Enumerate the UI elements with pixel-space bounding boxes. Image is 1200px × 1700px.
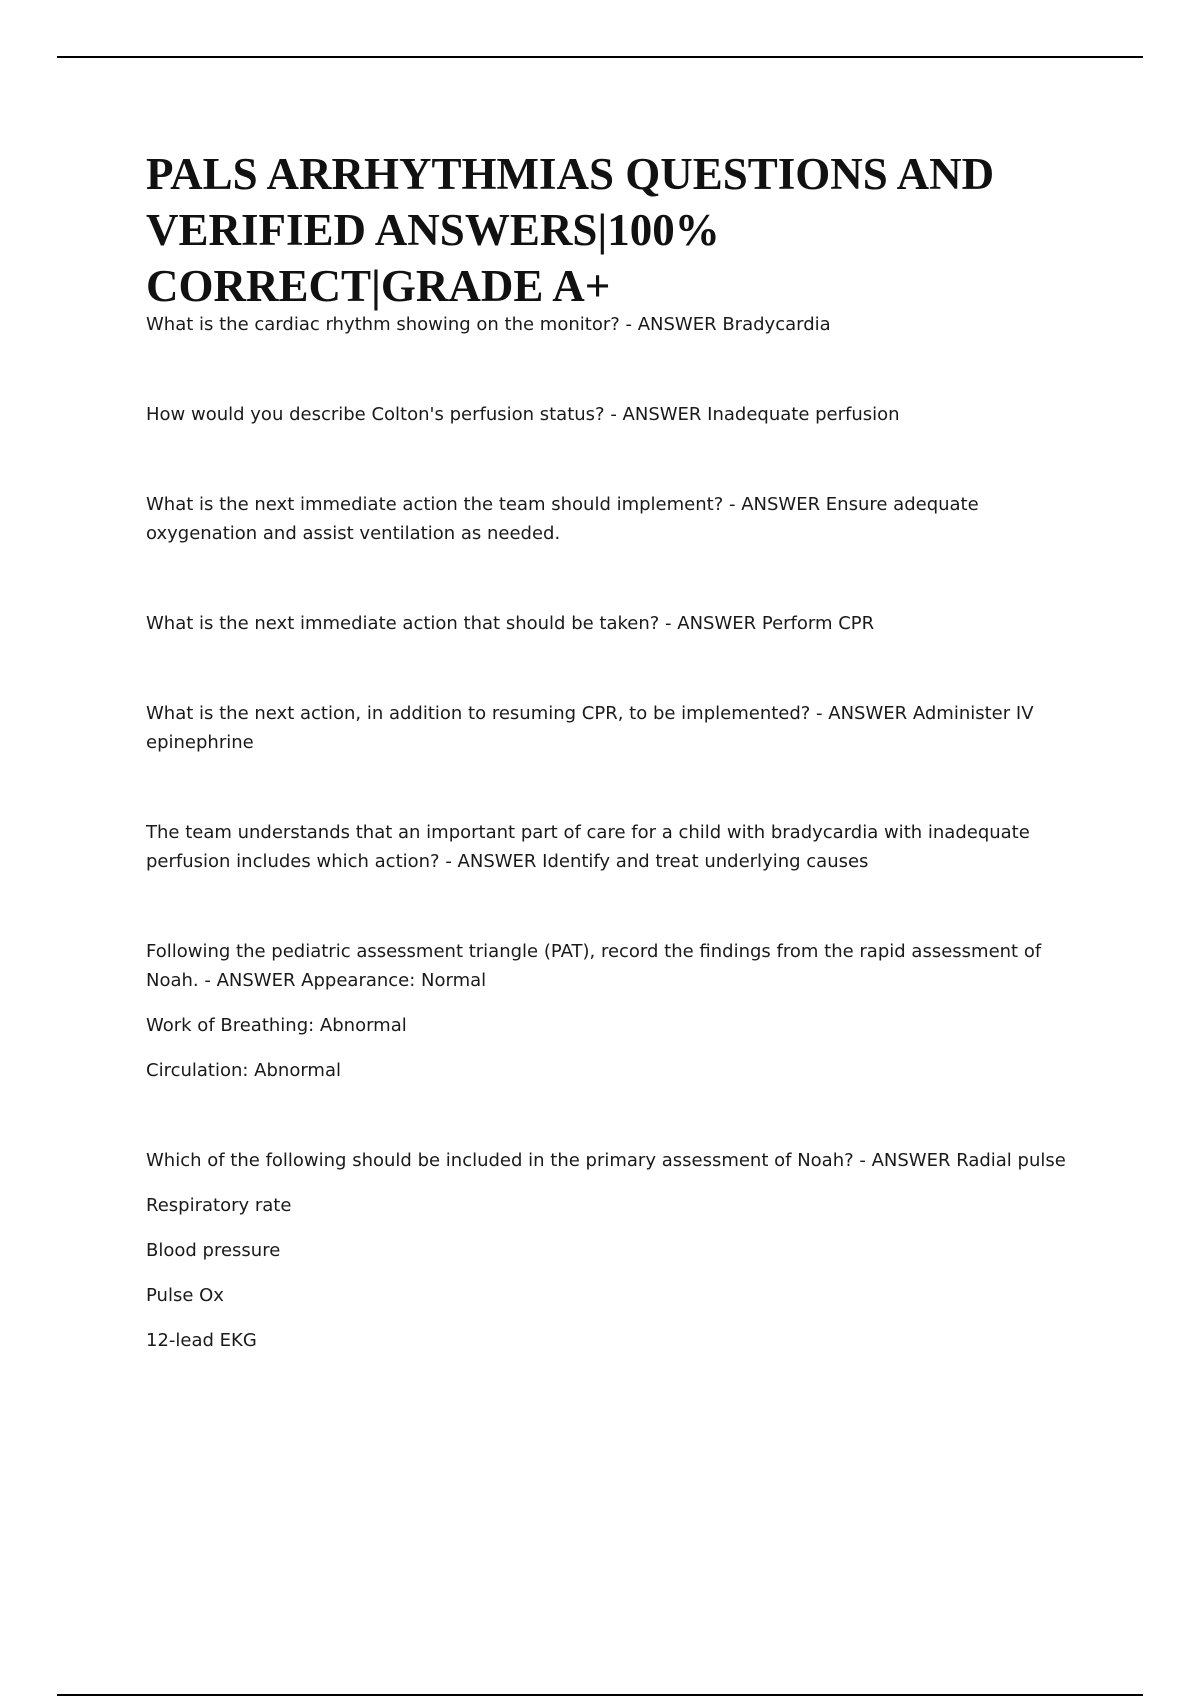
qa-text-line: What is the cardiac rhythm showing on the monitor? - ANSWER Bradycardia (146, 314, 831, 335)
title-line: VERIFIED ANSWERS|100% (146, 205, 720, 255)
qa-text-line: Work of Breathing: Abnormal (146, 1015, 407, 1036)
qa-item (146, 818, 1086, 876)
bottom-rule (57, 1694, 1143, 1696)
qa-item (146, 937, 1086, 1085)
qa-text-line: The team understands that an important part of care for a child with bradycardia with inadequate (146, 822, 1030, 843)
qa-question-answer (146, 699, 1086, 757)
qa-question-answer (146, 310, 1086, 339)
qa-text-line: Pulse Ox (146, 1285, 224, 1306)
qa-item (146, 490, 1086, 548)
qa-question-answer (146, 1146, 1086, 1175)
qa-question-answer (146, 609, 1086, 638)
qa-answer-item (146, 1056, 1086, 1085)
qa-item (146, 699, 1086, 757)
document-title (146, 146, 1106, 314)
qa-question-answer (146, 490, 1086, 548)
qa-answer-item (146, 1191, 1086, 1220)
qa-answer-item (146, 1011, 1086, 1040)
qa-text-line: Blood pressure (146, 1240, 281, 1261)
qa-text-line: Respiratory rate (146, 1195, 292, 1216)
qa-question-answer (146, 400, 1086, 429)
qa-answer-item (146, 1326, 1086, 1355)
qa-answer-item (146, 1236, 1086, 1265)
title-line: CORRECT|GRADE A+ (146, 261, 611, 311)
qa-answer-item (146, 1281, 1086, 1310)
qa-text-line: What is the next action, in addition to resuming CPR, to be implemented? - ANSWER Administer IV (146, 703, 1034, 724)
qa-text-line: Noah. - ANSWER Appearance: Normal (146, 970, 487, 991)
qa-text-line: oxygenation and assist ventilation as needed. (146, 523, 561, 544)
qa-item (146, 609, 1086, 638)
qa-question-answer (146, 818, 1086, 876)
qa-text-line: 12-lead EKG (146, 1330, 257, 1351)
qa-text-line: perfusion includes which action? - ANSWER Identify and treat underlying causes (146, 851, 869, 872)
title-line: PALS ARRHYTHMIAS QUESTIONS AND (146, 149, 995, 199)
qa-item (146, 310, 1086, 339)
qa-item (146, 400, 1086, 429)
qa-text-line: Which of the following should be included in the primary assessment of Noah? - ANSWER Radial pulse (146, 1150, 1066, 1171)
qa-item (146, 1146, 1086, 1355)
qa-list (146, 310, 1086, 1416)
qa-text-line: What is the next immediate action that should be taken? - ANSWER Perform CPR (146, 613, 875, 634)
qa-text-line: How would you describe Colton's perfusion status? - ANSWER Inadequate perfusion (146, 404, 900, 425)
qa-text-line: Following the pediatric assessment triangle (PAT), record the findings from the rapid assessment of (146, 941, 1042, 962)
qa-text-line: What is the next immediate action the team should implement? - ANSWER Ensure adequate (146, 494, 979, 515)
qa-text-line: epinephrine (146, 732, 254, 753)
qa-question-answer (146, 937, 1086, 995)
top-rule (57, 56, 1143, 58)
qa-text-line: Circulation: Abnormal (146, 1060, 341, 1081)
